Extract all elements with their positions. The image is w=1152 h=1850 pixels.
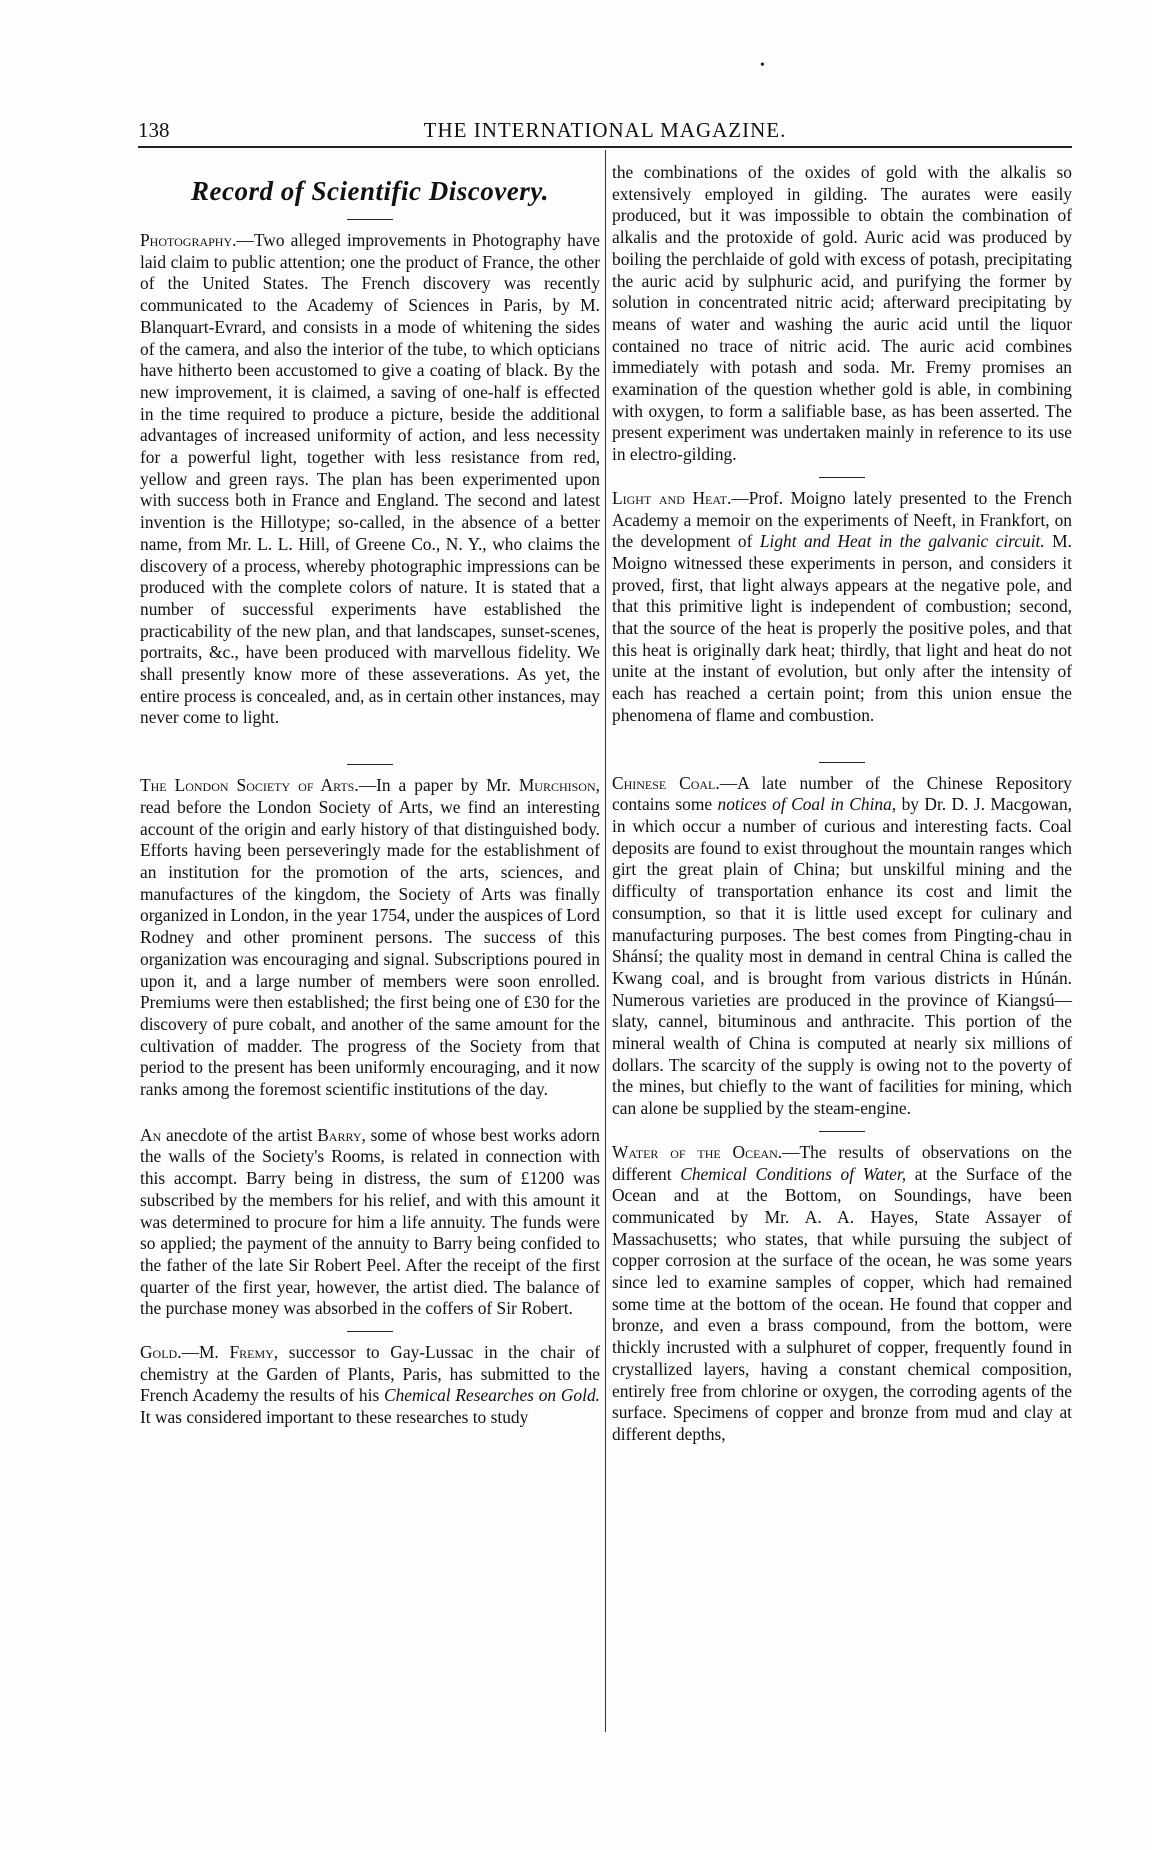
article-body: at the Surface of the Ocean and at the Bottom, on Soundings, have been communicated by Mr. A. A. Hayes, State Assayer of Massachusetts; who states, that while pursuing the subject of copper corrosion at the surface of the ocean, he was some years since led to examine samples of copper, which had remained some time at the bottom of the ocean. He found that copper and bronze, and even a brass compound, from the bottom, were thickly incrusted with a sulphuret of copper, frequently found in crystallized layers, having a constant chemical composition, entirely free from chlorine or oxygen, the corroding agents of the surface. Specimens of copper and bronze from mud and clay at different depths, xyxy=(612,1163,1072,1444)
article-rule xyxy=(347,1331,393,1332)
work-title: notices of Coal in China, xyxy=(717,794,897,815)
person-name: Murchison xyxy=(518,775,596,796)
article-body: M. Moigno witnessed these experiments in person, and considers it proved, first, that light always appears at the negative pole, and that this primitive light is independent of combustion; second, that the source of the heat is properly the positive poles, and that this heat is originally dark heat; thirdly, that light and heat do not unite at the instant of evolution, but only after the intensity of each has reached a certain point; from this union ensue the phenomena of flame and combustion. xyxy=(612,531,1072,725)
article-body: —Prof. Moigno lately presented to the French Academy a memoir on the experiments of Neeft, in Frankfort, on the development of xyxy=(612,487,1072,552)
article-body: —The results of observations on the different xyxy=(612,1141,1072,1184)
page-number: 138 xyxy=(138,118,170,142)
section-title: Record of Scientific Discovery. xyxy=(191,176,549,206)
article-barry xyxy=(140,1125,600,1320)
work-title: Light and Heat in the galvanic circuit. xyxy=(759,531,1045,552)
article-lead: Water of the Ocean. xyxy=(612,1141,783,1162)
work-title: Chemical Researches on Gold. xyxy=(383,1385,600,1406)
title-rule xyxy=(347,219,393,220)
person-name: Barry xyxy=(317,1124,362,1145)
article-lead: Chinese Coal. xyxy=(612,772,720,793)
page-header xyxy=(138,118,1072,148)
article-society-of-arts xyxy=(140,775,600,1101)
article-gold-continued: the combinations of the oxides of gold with the alkalis so extensively employed in gilding. The aurates were easily produced, but it was impossible to obtain the combination of alkalis and the protoxide of gold. Auric acid was produced by boiling the perchlaide of gold with excess of potash, precipitating the auric acid by sulphuric acid, and purifying the former by solution in concentrated nitric acid; afterward precipitating by means of water and washing the auric acid until the liquor contained no trace of nitric acid. The auric acid combines immediately with potash and soda. Mr. Fremy promises an examination of the question whether gold is able, in combining with oxygen, to form a salifiable base, as has been asserted. The present experiment was undertaken mainly in reference to its use in electro-gilding. xyxy=(612,162,1072,465)
article-body: , some of whose best works adorn the walls of the Society's Rooms, is related in connection with this accompt. Barry being in distress, the sum of £1200 was subscribed by the members for his relief, and with this amount it was determined to procure for him a life annuity. The funds were so applied; the payment of the annuity to Barry being confided to the father of the late Sir Robert Peel. After the receipt of the first quarter of the first year, however, the artist died. The balance of the purchase money was absorbed in the coffers of Sir Robert. xyxy=(140,1124,600,1319)
article-lead: The London Society of Arts. xyxy=(140,775,359,796)
column-divider xyxy=(605,150,606,1732)
article-body: —M. xyxy=(181,1342,230,1363)
article-body: , read before the London Society of Arts, we find an interesting account of the origin and early history of that distinguished body. Efforts having been perseveringly made for the establishment of an institution for the promotion of the arts, sciences, and manufactures of the kingdom, the Society of Arts was finally organized in London, in the year 1754, under the auspices of Lord Rodney and other prominent persons. The success of this organization was encouraging and signal. Subscriptions poured in upon it, and a large number of members were soon enrolled. Premiums were then established; the first being one of £30 for the discovery of pure cobalt, and another of the same amount for the cultivation of madder. The progress of the Society from that period to the present has been uniformly encouraging, and it now ranks among the foremost scientific institutions of the day. xyxy=(140,775,600,1100)
person-name: Fremy xyxy=(229,1342,274,1363)
running-title: THE INTERNATIONAL MAGAZINE. xyxy=(423,118,787,142)
article-rule xyxy=(819,1131,865,1132)
article-lead: Gold. xyxy=(140,1342,182,1363)
article-body: , successor to Gay-Lussac in the chair of chemistry at the Garden of Plants, Paris, has submitted to the French Academy the results of his xyxy=(140,1342,600,1406)
left-column xyxy=(140,162,600,1429)
article-lead: Photography. xyxy=(140,230,237,250)
article-rule xyxy=(819,762,865,763)
article-chinese-coal xyxy=(612,773,1072,1120)
ink-speck: • xyxy=(760,58,765,73)
article-rule xyxy=(347,764,393,765)
article-photography xyxy=(140,230,600,729)
right-column xyxy=(612,162,1072,1446)
article-gold xyxy=(140,1342,600,1429)
article-light-heat xyxy=(612,488,1072,727)
article-water-ocean xyxy=(612,1142,1072,1446)
article-body: by Dr. D. J. Macgowan, in which occur a number of curious and interesting facts. Coal deposits are found to exist throughout the mountain ranges which girt the great plain of China; but unskilful mining and the difficulty of transportation enhance its cost and limit the consumption, so that it is little used except for culinary and manufacturing purposes. The best comes from Pingting-chau in Shánsí; the quality most in demand in central China is called the Kwang coal, and is brought from various districts in Húnán. Numerous varieties are produced in the province of Kiangsú—slaty, cannel, bituminous and anthracite. This portion of the mineral wealth of China is computed at nearly six millions of dollars. The scarcity of the supply is owing not to the poverty of the mines, but chiefly to the want of facilities for mining, which can alone be supplied by the steam-engine. xyxy=(612,794,1073,1119)
article-rule xyxy=(819,477,865,478)
article-body: anecdote of the artist xyxy=(161,1124,318,1145)
article-body: It was considered important to these researches to study xyxy=(140,1407,529,1428)
article-lead: An xyxy=(140,1124,162,1145)
article-lead: Light and Heat. xyxy=(612,487,732,508)
work-title: Chemical Conditions of Water, xyxy=(680,1163,907,1184)
article-body: —A late number of the Chinese Repository contains some xyxy=(612,772,1072,815)
article-body: —In a paper by Mr. xyxy=(358,775,519,796)
article-body: —Two alleged improvements in Photography have laid claim to public attention; one the product of France, the other of the United States. The French discovery was recently communicated to the Academy of Sciences in Paris, by M. Blanquart-Evrard, and consists in a mode of whitening the sides of the camera, and also the interior of the tube, to which opticians have hitherto been accustomed to give a coating of black. By the new improvement, it is claimed, a saving of one-half is effected in the time required to produce a picture, beside the additional advantages of increased uniformity of action, and less necessity for a powerful light, together with less resistance from red, yellow and green rays. The plan has been experimented upon with success both in France and England. The second and latest invention is the Hillotype; so-called, in the absence of a better name, from Mr. L. L. Hill, of Greene Co., N. Y., who claims the discovery of a process, whereby photographic impressions can be produced with the complete colors of nature. It is stated that a number of successful experiments have established the practicability of the new plan, and that landscapes, sunset-scenes, portraits, &c., have been produced with marvellous fidelity. We shall presently know more of these asseverations. As yet, the entire process is concealed, and, as in certain other instances, may never come to light. xyxy=(140,230,600,728)
